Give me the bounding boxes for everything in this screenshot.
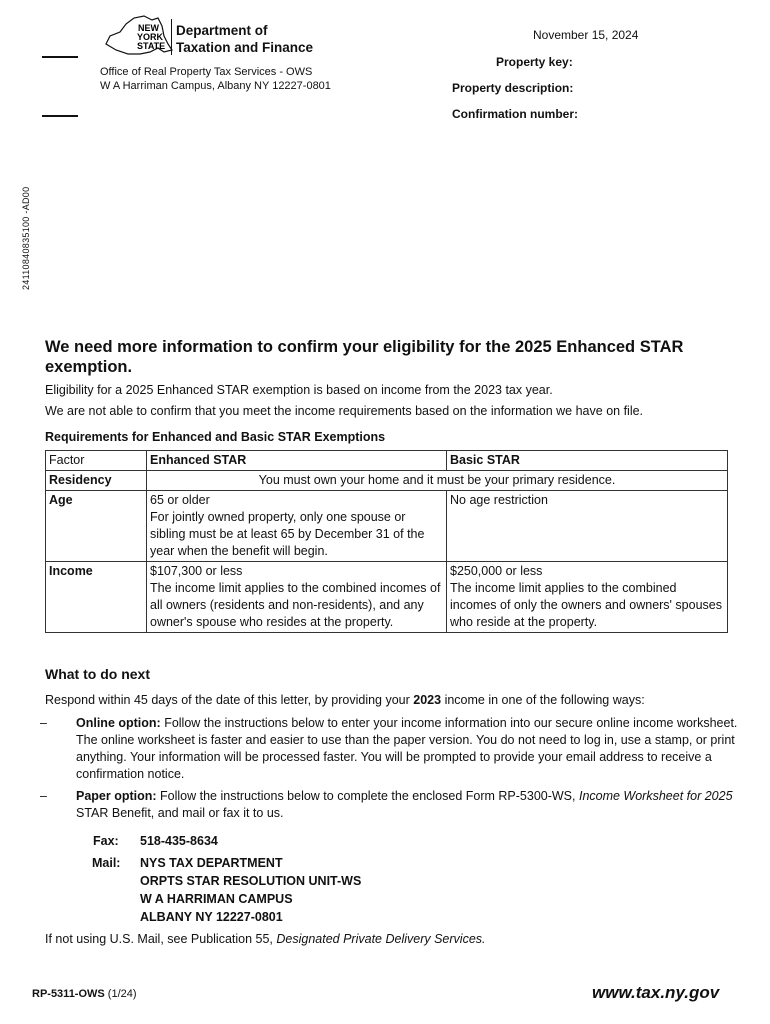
department-line1: Department of [176,23,268,38]
fold-mark-top [42,56,78,58]
age-basic: No age restriction [447,491,728,562]
residency-text: You must own your home and it must be your primary residence. [147,471,728,491]
what-to-do-next-heading: What to do next [45,666,150,682]
online-option-text: Follow the instructions below to enter your income information into our secure online income worksheet. The online worksheet is faster and easier to use than the paper version. You do not need to log in, use a stamp, or print anything. Your information will be processed faster. You will be prompted to provide your email address to receive a confirmation notice. [76,716,738,781]
unable-confirm-paragraph: We are not able to confirm that you meet the income requirements based on the information we have on file. [45,404,644,418]
age-enhanced-cell [147,491,447,562]
website-link[interactable]: www.tax.ny.gov [592,983,720,1002]
header-factor: Factor [46,451,147,471]
office-address [100,65,331,93]
department-name [176,22,313,56]
logo-divider [171,19,172,55]
delivery-note-pre: If not using U.S. Mail, see Publication 55, [45,932,277,946]
requirements-table [45,450,728,633]
mail-label: Mail: [92,856,121,870]
respond-year: 2023 [413,693,442,707]
paper-option-form-title: Income Worksheet for 2025 [578,789,733,803]
table-row-income [46,562,728,633]
logo-word-york: YORK [137,32,164,42]
mail-address [140,854,361,926]
age-label: Age [46,491,147,562]
table-row-age [46,491,728,562]
requirements-title: Requirements for Enhanced and Basic STAR Exemptions [45,430,386,444]
respond-instructions [45,693,645,707]
header-enhanced-star: Enhanced STAR [147,451,447,471]
mail-line-2: ORPTS STAR RESOLUTION UNIT-WS [140,874,362,888]
header-basic-star: Basic STAR [447,451,728,471]
department-line2: Taxation and Finance [176,40,314,55]
income-basic-cell [447,562,728,633]
form-code [32,988,137,1000]
income-enhanced-note: The income limit applies to the combined incomes of all owners (residents and non-residents), and any owner's spouse who resides at the property. [150,581,441,629]
property-description-label: Property description: [452,81,574,95]
new-york-state-map-icon [100,14,176,58]
letter-date: November 15, 2024 [533,28,639,42]
table-header-row [46,451,728,471]
confirmation-number-label: Confirmation number: [452,107,578,121]
letter-title: We need more information to confirm your eligibility for the 2025 Enhanced STAR exemption. [45,338,684,376]
fax-number: 518-435-8634 [140,834,218,848]
income-basic-limit: $250,000 or less [450,564,543,578]
mail-line-3: W A HARRIMAN CAMPUS [140,892,293,906]
office-line2: W A Harriman Campus, Albany NY 12227-0801 [100,80,331,92]
logo-word-new: NEW [138,23,159,33]
residency-label: Residency [46,471,147,491]
respond-pre: Respond within 45 days of the date of this letter, by providing your [45,693,414,707]
delivery-note-publication: Designated Private Delivery Services. [276,932,486,946]
form-code-id: RP-5311-OWS [32,988,105,1000]
office-line1: Office of Real Property Tax Services - OWS [100,66,313,78]
table-row-residency [46,471,728,491]
form-code-date: (1/24) [104,988,137,1000]
property-key-label: Property key: [496,55,573,69]
age-enhanced-requirement: 65 or older [150,493,210,507]
document-id: 24110840835100 -AD00 [21,186,31,290]
mail-line-1: NYS TAX DEPARTMENT [140,856,283,870]
fax-label: Fax: [93,834,119,848]
delivery-services-note [45,932,486,946]
income-enhanced-limit: $107,300 or less [150,564,243,578]
fold-mark-bottom [42,115,78,117]
online-option-item: – Online option: Follow the instructions below to enter your income information into our secure online income worksheet. The online worksheet is faster and easier to use than the paper version. You do not need to log in, use a stamp, or print anything. Your information will be processed faster. You will be prompted to provide your email address to receive a confirmation notice. [40,716,738,781]
paper-option-text-end: STAR Benefit, and mail or fax it to us. [76,806,284,820]
paper-option-text: Follow the instructions below to complete the enclosed Form RP-5300-WS, [156,789,579,803]
mail-line-4: ALBANY NY 12227-0801 [140,910,283,924]
logo-word-state: STATE [137,41,166,51]
eligibility-paragraph: Eligibility for a 2025 Enhanced STAR exemption is based on income from the 2023 tax year. [45,383,553,397]
paper-option-item: – Paper option: Follow the instructions below to complete the enclosed Form RP-5300-WS, Income Worksheet for 2025 STAR Benefit, and mail or fax it to us. [40,789,733,820]
income-label: Income [46,562,147,633]
age-enhanced-note: For jointly owned property, only one spouse or sibling must be at least 65 by December 31 of the year when the benefit will begin. [150,510,425,558]
income-basic-note: The income limit applies to the combined incomes of only the owners and owners' spouses who reside at the property. [450,581,722,629]
online-option-label: Online option: [76,716,161,730]
paper-option-label: Paper option: [76,789,157,803]
respond-post: income in one of the following ways: [441,693,645,707]
income-enhanced-cell [147,562,447,633]
